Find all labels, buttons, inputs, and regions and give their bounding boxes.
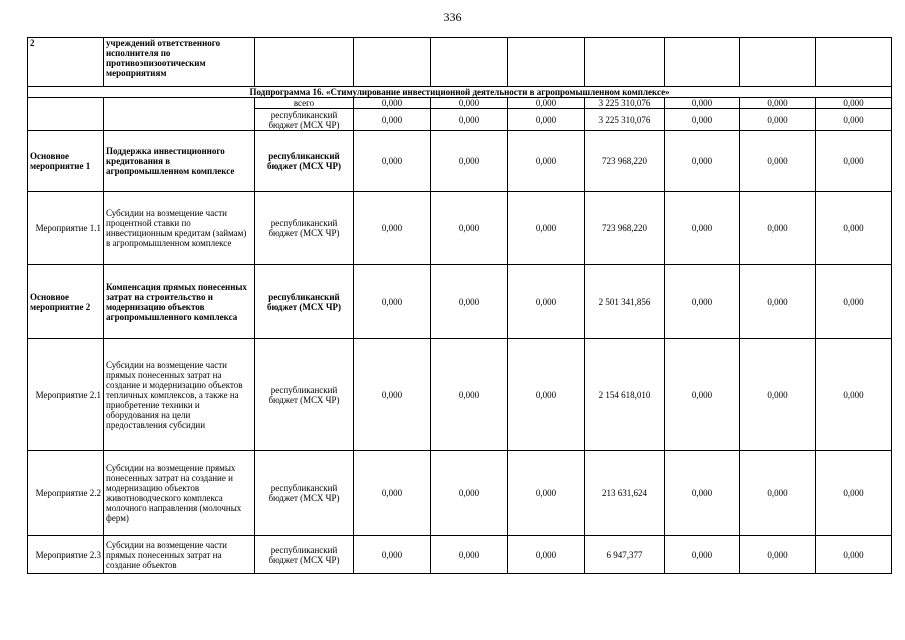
value-cell: 0,000: [508, 339, 585, 451]
value-cell: 0,000: [354, 192, 431, 265]
value-cell: 0,000: [816, 265, 892, 339]
measure-label: Основное мероприятие 2: [28, 265, 104, 339]
value-cell: 0,000: [508, 98, 585, 109]
value-cell: 0,000: [354, 339, 431, 451]
value-cell: 0,000: [665, 109, 740, 131]
value-cell: 2 154 618,010: [585, 339, 665, 451]
value-cell: 0,000: [816, 192, 892, 265]
funding-source: республиканский бюджет (МСХ ЧР): [255, 192, 354, 265]
table-row: [28, 451, 892, 536]
funding-source: республиканский бюджет (МСХ ЧР): [255, 536, 354, 574]
value-cell: 0,000: [740, 265, 816, 339]
value-cell: 0,000: [665, 451, 740, 536]
measure-description: Компенсация прямых понесенных затрат на строительство и модернизацию объектов агропромышленного комплекса: [104, 265, 255, 339]
value-cell: 0,000: [354, 536, 431, 574]
value-cell: 0,000: [816, 98, 892, 109]
value-cell: 0,000: [740, 192, 816, 265]
table-row: [28, 339, 892, 451]
value-cell: 0,000: [508, 536, 585, 574]
value-cell: 6 947,377: [585, 536, 665, 574]
measure-description: Поддержка инвестиционного кредитования в агропромышленном комплексе: [104, 131, 255, 192]
value-cell: 0,000: [508, 451, 585, 536]
value-cell: 723 968,220: [585, 192, 665, 265]
measure-description: учреждений ответственного исполнителя по противоэпизоотическим мероприятиям: [104, 38, 255, 87]
measure-description: Субсидии на возмещение части прямых понесенных затрат на создание объектов: [104, 536, 255, 574]
value-cell: 0,000: [431, 192, 508, 265]
measure-label: Мероприятие 2.1: [28, 339, 104, 451]
value-cell: 0,000: [665, 131, 740, 192]
value-cell: 0,000: [508, 265, 585, 339]
value-cell: 3 225 310,076: [585, 109, 665, 131]
value-cell: 0,000: [816, 451, 892, 536]
value-cell: 0,000: [354, 451, 431, 536]
value-cell: 0,000: [816, 339, 892, 451]
value-cell: 0,000: [431, 109, 508, 131]
measure-label: Мероприятие 1.1: [28, 192, 104, 265]
value-cell: 0,000: [431, 131, 508, 192]
value-cell: 0,000: [740, 109, 816, 131]
value-cell: 0,000: [508, 109, 585, 131]
funding-source: всего: [255, 98, 354, 109]
measure-description: Субсидии на возмещение части прямых понесенных затрат на создание и модернизацию объектов тепличных комплексов, а также на приобретение техники и оборудования на цели предоставления субсидии: [104, 339, 255, 451]
value-cell: 0,000: [665, 536, 740, 574]
value-cell: 0,000: [354, 109, 431, 131]
value-cell: 3 225 310,076: [585, 98, 665, 109]
value-cell: 0,000: [740, 451, 816, 536]
value-cell: 0,000: [354, 265, 431, 339]
value-cell: 0,000: [816, 536, 892, 574]
value-cell: 0,000: [740, 339, 816, 451]
table-row: [28, 265, 892, 339]
value-cell: 0,000: [431, 451, 508, 536]
value-cell: 0,000: [665, 98, 740, 109]
row-number: 2: [28, 38, 104, 87]
page-number: 336: [443, 10, 462, 24]
measure-description: Субсидии на возмещение части процентной ставки по инвестиционным кредитам (займам) в агропромышленном комплексе: [104, 192, 255, 265]
value-cell: 213 631,624: [585, 451, 665, 536]
table-row: [28, 98, 892, 109]
measure-label: Основное мероприятие 1: [28, 131, 104, 192]
subprogram-row: [28, 87, 892, 98]
value-cell: 0,000: [354, 131, 431, 192]
value-cell: 0,000: [740, 536, 816, 574]
funding-source: республиканский бюджет (МСХ ЧР): [255, 451, 354, 536]
table-row: [28, 131, 892, 192]
funding-source: республиканский бюджет (МСХ ЧР): [255, 339, 354, 451]
value-cell: 0,000: [665, 192, 740, 265]
value-cell: 2 501 341,856: [585, 265, 665, 339]
funding-source: республиканский бюджет (МСХ ЧР): [255, 109, 354, 131]
value-cell: 0,000: [508, 192, 585, 265]
value-cell: 0,000: [740, 131, 816, 192]
table-row: [28, 192, 892, 265]
subprogram-title: Подпрограмма 16. «Стимулирование инвестиционной деятельности в агропромышленном комплексе»: [28, 87, 892, 98]
funding-source: республиканский бюджет (МСХ ЧР): [255, 265, 354, 339]
table-row: [28, 38, 892, 87]
budget-table: [27, 37, 892, 574]
value-cell: 0,000: [354, 98, 431, 109]
measure-description: Субсидии на возмещение прямых понесенных затрат на создание и модернизацию объектов животноводческого комплекса молочного направления (молочных ферм): [104, 451, 255, 536]
value-cell: 0,000: [508, 131, 585, 192]
value-cell: 0,000: [431, 265, 508, 339]
value-cell: 0,000: [665, 265, 740, 339]
value-cell: 0,000: [431, 536, 508, 574]
value-cell: 0,000: [431, 98, 508, 109]
value-cell: 723 968,220: [585, 131, 665, 192]
value-cell: 0,000: [665, 339, 740, 451]
value-cell: 0,000: [431, 339, 508, 451]
measure-label: Мероприятие 2.3: [28, 536, 104, 574]
value-cell: 0,000: [740, 98, 816, 109]
value-cell: 0,000: [816, 131, 892, 192]
value-cell: 0,000: [816, 109, 892, 131]
table-row: [28, 536, 892, 574]
measure-label: Мероприятие 2.2: [28, 451, 104, 536]
funding-source: республиканский бюджет (МСХ ЧР): [255, 131, 354, 192]
